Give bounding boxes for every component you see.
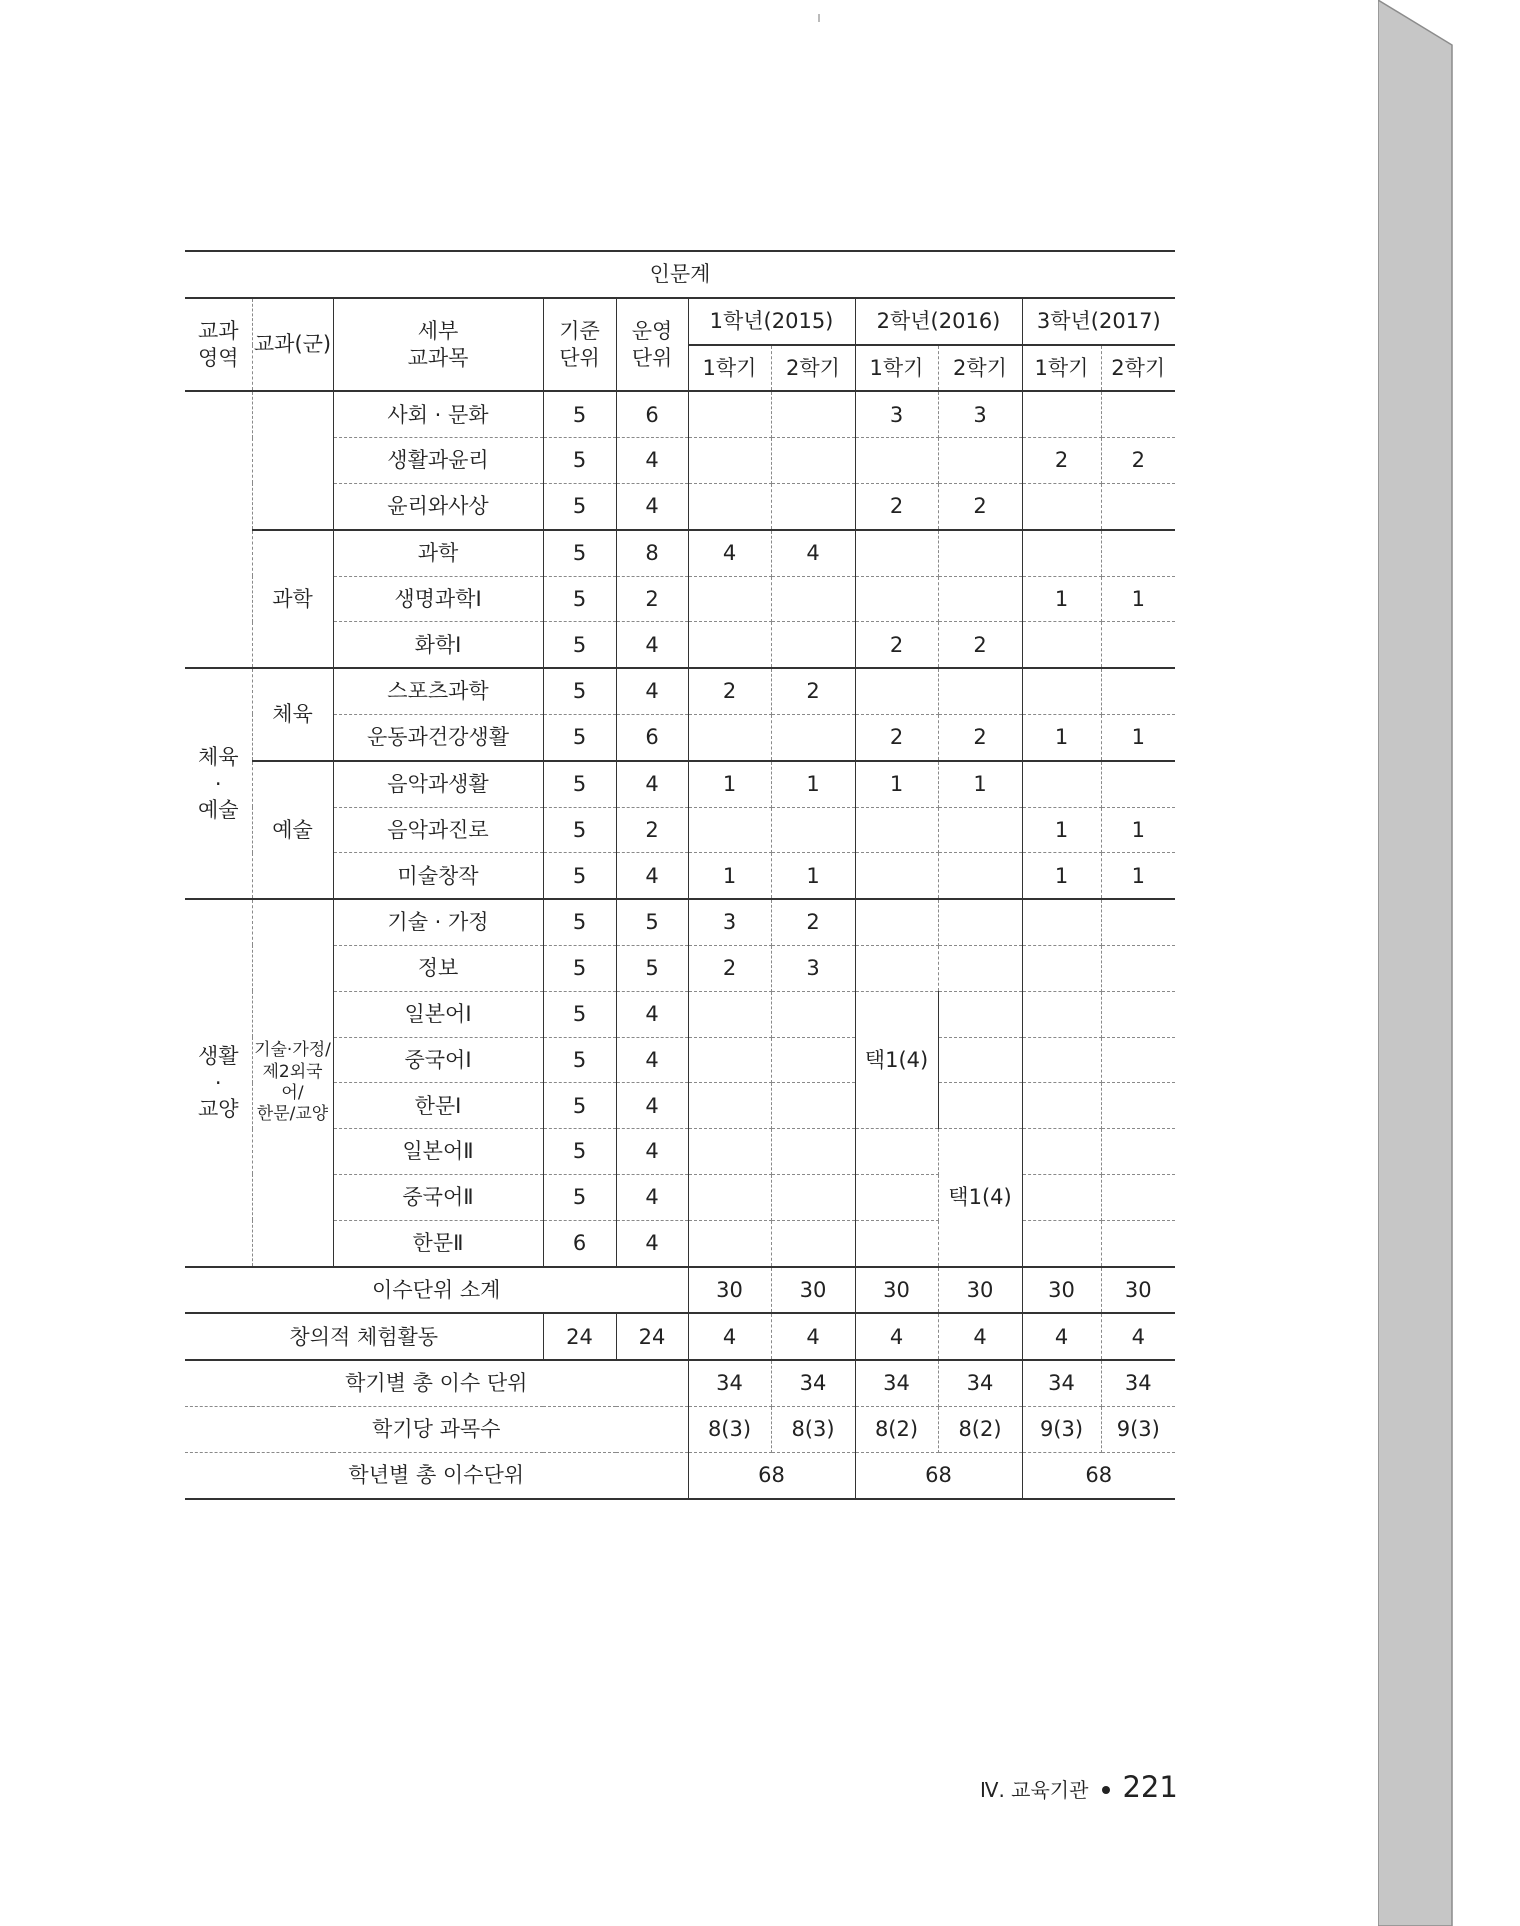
value-cell: 8 [616,530,688,576]
value-cell: 2 [688,945,771,991]
value-cell: 2 [616,807,688,853]
header-sem: 2학기 [771,345,855,392]
value-cell: 4 [688,530,771,576]
group-pe: 체육 [252,668,333,761]
value-cell: 30 [688,1267,771,1314]
value-cell: 4 [616,668,688,714]
value-cell: 30 [1101,1267,1175,1314]
value-cell: 2 [938,483,1022,529]
value-cell [855,668,938,714]
value-cell [1022,761,1101,807]
value-cell [688,991,771,1037]
value-cell [1022,530,1101,576]
semester-total-row [185,1360,1175,1406]
chapter-label: Ⅳ. 교육기관 [980,1778,1089,1802]
value-cell: 34 [688,1360,771,1406]
value-cell: 4 [855,1313,938,1360]
value-cell [688,1220,771,1266]
value-cell: 5 [616,899,688,945]
value-cell: 1 [1022,807,1101,853]
subject-cell: 화학Ⅰ [333,622,543,668]
value-cell [938,576,1022,622]
value-cell: 5 [543,622,616,668]
value-cell: 2 [771,899,855,945]
value-cell [1022,622,1101,668]
subject-cell: 스포츠과학 [333,668,543,714]
value-cell: 68 [688,1452,855,1498]
value-cell [855,1174,938,1220]
subject-cell: 미술창작 [333,853,543,899]
value-cell [1101,668,1175,714]
value-cell [1022,1220,1101,1266]
value-cell: 4 [616,761,688,807]
header-area: 교과 영역 [185,298,252,392]
semester-total-label: 학기별 총 이수 단위 [185,1360,688,1406]
value-cell: 1 [1022,714,1101,760]
value-cell: 1 [938,761,1022,807]
creative-label: 창의적 체험활동 [185,1313,543,1360]
value-cell: 8(2) [855,1406,938,1452]
table-row [185,945,1175,991]
value-cell: 4 [616,1220,688,1266]
value-cell [1101,1174,1175,1220]
value-cell [1022,1037,1101,1083]
value-cell: 5 [543,945,616,991]
value-cell [1101,991,1175,1037]
value-cell: 5 [543,1083,616,1129]
value-cell: 1 [1101,807,1175,853]
value-cell [1022,991,1101,1037]
value-cell: 5 [543,1174,616,1220]
value-cell [1022,1174,1101,1220]
value-cell: 68 [855,1452,1022,1498]
value-cell: 5 [543,668,616,714]
curriculum-table [185,250,1175,1500]
value-cell [1022,668,1101,714]
value-cell [688,438,771,484]
subtotal-label: 이수단위 소계 [185,1267,688,1314]
value-cell: 4 [616,1129,688,1175]
subject-cell: 운동과건강생활 [333,714,543,760]
value-cell: 1 [771,761,855,807]
table-row [185,853,1175,899]
value-cell: 1 [1101,853,1175,899]
value-cell: 2 [938,714,1022,760]
subject-count-label: 학기당 과목수 [185,1406,688,1452]
value-cell: 3 [771,945,855,991]
value-cell [855,899,938,945]
value-cell [771,1129,855,1175]
value-cell: 9(3) [1101,1406,1175,1452]
table-row [185,391,1175,437]
value-cell: 3 [688,899,771,945]
creative-row [185,1313,1175,1360]
value-cell [771,483,855,529]
value-cell [938,438,1022,484]
value-cell: 6 [616,391,688,437]
choice-cell-year2-sem2: 택1(4) [938,1129,1022,1267]
value-cell [938,1083,1022,1129]
value-cell: 6 [543,1220,616,1266]
value-cell: 4 [616,1037,688,1083]
value-cell: 5 [543,714,616,760]
value-cell [1101,761,1175,807]
value-cell: 5 [543,391,616,437]
scan-mark [818,14,820,22]
subject-cell: 과학 [333,530,543,576]
value-cell [688,622,771,668]
subject-cell: 정보 [333,945,543,991]
value-cell: 2 [938,622,1022,668]
table-row [185,991,1175,1037]
table-row [185,807,1175,853]
value-cell: 4 [771,1313,855,1360]
value-cell: 1 [855,761,938,807]
table-row [185,530,1175,576]
value-cell [855,1129,938,1175]
header-year1: 1학년(2015) [688,298,855,345]
value-cell: 2 [616,576,688,622]
table-row [185,576,1175,622]
header-sem: 2학기 [1101,345,1175,392]
value-cell [1101,391,1175,437]
value-cell: 1 [771,853,855,899]
table-row [185,483,1175,529]
header-group: 교과(군) [252,298,333,392]
value-cell: 30 [771,1267,855,1314]
table-row [185,1083,1175,1129]
value-cell: 8(3) [688,1406,771,1452]
header-op-units: 운영 단위 [616,298,688,392]
value-cell [771,1220,855,1266]
value-cell [938,668,1022,714]
subject-cell: 한문Ⅱ [333,1220,543,1266]
table-row [185,1037,1175,1083]
value-cell: 1 [1022,576,1101,622]
choice-cell-year2-sem1: 택1(4) [855,991,938,1128]
value-cell [771,714,855,760]
bullet-icon [1102,1786,1110,1794]
group-cell [252,391,333,529]
value-cell [855,853,938,899]
year-total-row [185,1452,1175,1498]
value-cell: 5 [543,1129,616,1175]
page-edge [1378,0,1520,1926]
value-cell: 4 [616,622,688,668]
value-cell [688,1037,771,1083]
value-cell [855,807,938,853]
value-cell: 4 [616,991,688,1037]
value-cell: 4 [616,483,688,529]
value-cell [855,1220,938,1266]
value-cell [1101,899,1175,945]
value-cell [1101,1220,1175,1266]
value-cell [1101,483,1175,529]
subject-cell: 중국어Ⅰ [333,1037,543,1083]
value-cell: 2 [1022,438,1101,484]
value-cell: 8(2) [938,1406,1022,1452]
value-cell: 4 [1022,1313,1101,1360]
table-row [185,622,1175,668]
value-cell: 4 [771,530,855,576]
subject-cell: 기술 · 가정 [333,899,543,945]
value-cell: 24 [543,1313,616,1360]
value-cell [771,438,855,484]
page-number: 221 [1122,1770,1178,1804]
table-title: 인문계 [185,251,1175,298]
subject-cell: 음악과생활 [333,761,543,807]
subject-count-row [185,1406,1175,1452]
value-cell: 30 [1022,1267,1101,1314]
value-cell: 5 [543,807,616,853]
value-cell: 5 [543,1037,616,1083]
subject-cell: 윤리와사상 [333,483,543,529]
value-cell [771,1037,855,1083]
area-pe-arts: 체육 · 예술 [185,668,252,899]
value-cell: 34 [771,1360,855,1406]
table-row [185,1174,1175,1220]
value-cell: 5 [543,530,616,576]
value-cell: 5 [543,483,616,529]
value-cell [1101,530,1175,576]
value-cell: 2 [855,622,938,668]
value-cell: 1 [688,761,771,807]
value-cell [771,1174,855,1220]
value-cell: 30 [855,1267,938,1314]
value-cell: 2 [1101,438,1175,484]
value-cell: 34 [855,1360,938,1406]
value-cell [688,1129,771,1175]
value-cell: 2 [855,483,938,529]
value-cell [938,807,1022,853]
table-row [185,899,1175,945]
value-cell: 4 [688,1313,771,1360]
value-cell [688,714,771,760]
value-cell: 34 [1101,1360,1175,1406]
header-sem: 2학기 [938,345,1022,392]
table-row [185,1129,1175,1175]
value-cell [771,991,855,1037]
page-footer [980,1770,1178,1804]
value-cell [771,622,855,668]
group-science: 과학 [252,530,333,668]
subject-cell: 중국어Ⅱ [333,1174,543,1220]
value-cell [855,438,938,484]
value-cell [855,530,938,576]
value-cell [1022,483,1101,529]
value-cell [938,991,1022,1037]
value-cell: 9(3) [1022,1406,1101,1452]
value-cell [771,391,855,437]
value-cell [938,853,1022,899]
group-arts: 예술 [252,761,333,899]
value-cell [938,530,1022,576]
area-life: 생활 · 교양 [185,899,252,1266]
value-cell: 24 [616,1313,688,1360]
value-cell: 4 [1101,1313,1175,1360]
value-cell [938,899,1022,945]
value-cell [771,807,855,853]
header-sem: 1학기 [1022,345,1101,392]
value-cell: 3 [938,391,1022,437]
area-cell [185,391,252,668]
value-cell [771,1083,855,1129]
value-cell: 4 [616,853,688,899]
value-cell [855,576,938,622]
value-cell [1022,1083,1101,1129]
subject-cell: 음악과진로 [333,807,543,853]
subject-cell: 사회 · 문화 [333,391,543,437]
value-cell: 5 [543,761,616,807]
header-year2: 2학년(2016) [855,298,1022,345]
value-cell [1101,1083,1175,1129]
value-cell [938,1037,1022,1083]
value-cell: 4 [938,1313,1022,1360]
table-row [185,761,1175,807]
value-cell [688,1083,771,1129]
value-cell: 30 [938,1267,1022,1314]
table-row [185,714,1175,760]
table-row [185,438,1175,484]
value-cell [688,576,771,622]
subject-cell: 생명과학Ⅰ [333,576,543,622]
value-cell: 2 [688,668,771,714]
value-cell: 3 [855,391,938,437]
value-cell: 34 [1022,1360,1101,1406]
value-cell [1022,1129,1101,1175]
header-subject: 세부 교과목 [333,298,543,392]
subject-cell: 일본어Ⅱ [333,1129,543,1175]
value-cell: 2 [855,714,938,760]
value-cell: 4 [616,438,688,484]
header-base-units: 기준 단위 [543,298,616,392]
value-cell: 4 [616,1083,688,1129]
value-cell [1101,1129,1175,1175]
value-cell [1022,899,1101,945]
value-cell [688,483,771,529]
header-year3: 3학년(2017) [1022,298,1175,345]
value-cell: 2 [771,668,855,714]
table-row [185,668,1175,714]
value-cell: 6 [616,714,688,760]
header-sem: 1학기 [855,345,938,392]
subject-cell: 한문Ⅰ [333,1083,543,1129]
value-cell [688,1174,771,1220]
value-cell: 5 [543,576,616,622]
subject-cell: 생활과윤리 [333,438,543,484]
year-total-label: 학년별 총 이수단위 [185,1452,688,1498]
value-cell: 1 [688,853,771,899]
value-cell [688,391,771,437]
value-cell [771,576,855,622]
value-cell: 5 [543,853,616,899]
group-life: 기술·가정/ 제2외국어/ 한문/교양 [252,899,333,1266]
value-cell [938,945,1022,991]
value-cell [855,945,938,991]
value-cell: 5 [616,945,688,991]
value-cell [1101,945,1175,991]
subject-cell: 일본어Ⅰ [333,991,543,1037]
subtotal-row [185,1267,1175,1314]
value-cell [1101,622,1175,668]
value-cell: 8(3) [771,1406,855,1452]
value-cell: 5 [543,438,616,484]
value-cell: 5 [543,899,616,945]
value-cell [1101,1037,1175,1083]
value-cell [1022,945,1101,991]
value-cell: 1 [1022,853,1101,899]
value-cell: 5 [543,991,616,1037]
header-sem: 1학기 [688,345,771,392]
value-cell: 1 [1101,714,1175,760]
value-cell [1022,391,1101,437]
value-cell [688,807,771,853]
value-cell: 1 [1101,576,1175,622]
value-cell: 34 [938,1360,1022,1406]
table-row [185,1220,1175,1266]
value-cell: 4 [616,1174,688,1220]
value-cell: 68 [1022,1452,1175,1498]
